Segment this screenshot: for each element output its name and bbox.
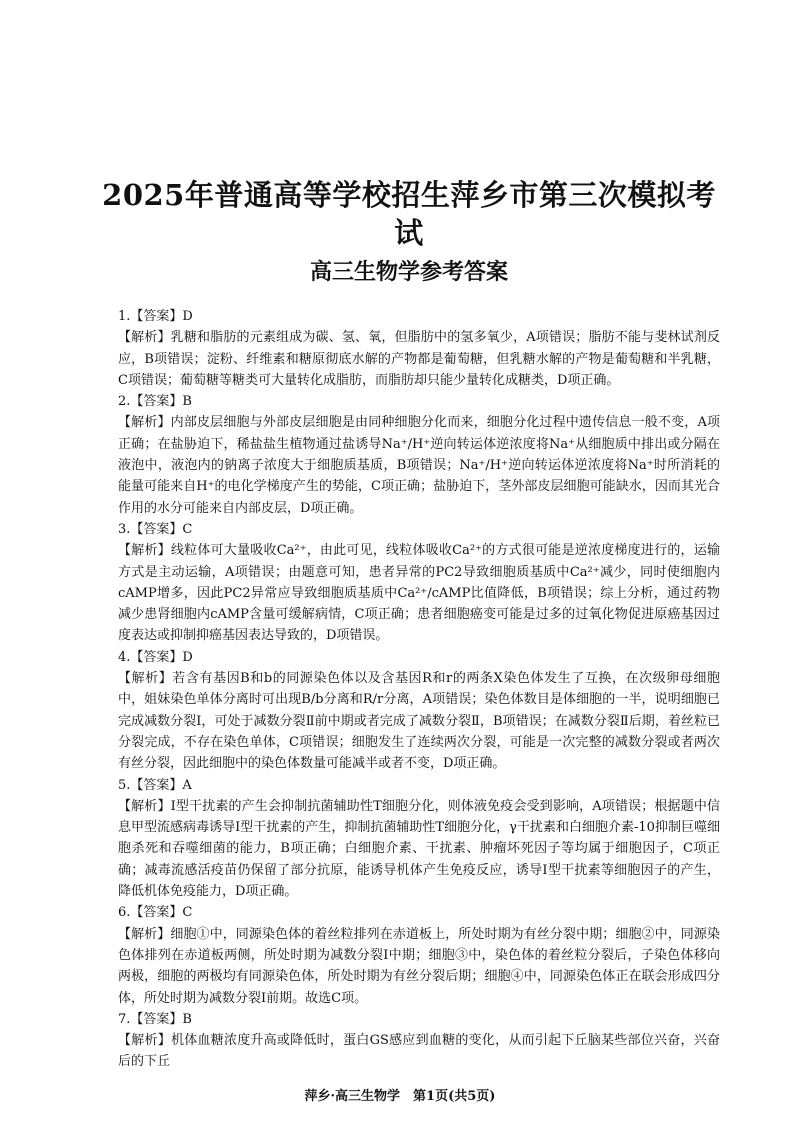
question-item-3 [118,519,720,647]
question-item-1 [118,306,720,391]
analysis-text: 【解析】内部皮层细胞与外部皮层细胞是由同种细胞分化而来，细胞分化过程中遗传信息一般不变，A项正确；在盐胁迫下，稀盐盐生植物通过盐诱导Na⁺/H⁺逆向转运体逆浓度将Na⁺从细胞质中排出或分隔在液泡中，液泡内的钠离子浓度大于细胞质基质，B项错误；Na⁺/H⁺逆向转运体逆浓度将Na⁺时所消耗的能量可能来自H⁺的电化学梯度产生的势能，C项正确；盐胁迫下，茎外部皮层细胞可能缺水，因而其光合作用的水分可能来自内部皮层，D项正确。 [118,415,720,516]
answer-line: 3.【答案】C [118,521,193,537]
answer-line: 2.【答案】B [118,394,192,410]
analysis-text: 【解析】细胞①中，同源染色体的着丝粒排列在赤道板上，所处时期为有丝分裂中期；细胞②中，同源染色体排列在赤道板两侧，所处时期为减数分裂Ⅰ中期；细胞③中，染色体的着丝粒分裂后，子染色体移向两极，细胞的两极均有同源染色体，所处时期为有丝分裂后期；细胞④中，同源染色体正在联会形成四分体，所处时期为减数分裂Ⅰ前期。故选C项。 [118,926,720,1006]
answer-line: 4.【答案】D [118,649,193,665]
page-footer: 萍乡·高三生物学 第1页(共5页) [304,1089,496,1104]
answer-line: 5.【答案】A [118,777,192,793]
analysis-text: 【解析】Ⅰ型干扰素的产生会抑制抗菌辅助性T细胞分化，则体液免疫会受到影响，A项错误；根据题中信息甲型流感病毒诱导Ⅰ型干扰素的产生，抑制抗菌辅助性T细胞分化，γ干扰素和白细胞介素-10抑制巨噬细胞杀死和吞噬细菌的能力，B项正确；白细胞介素、干扰素、肿瘤坏死因子等均属于细胞因子，C项正确；减毒流感活疫苗仍保留了部分抗原，能诱导机体产生免疫反应，诱导Ⅰ型干扰素等细胞因子的产生，降低机体免疫能力，D项正确。 [118,798,720,900]
answer-line: 6.【答案】C [118,905,193,921]
analysis-text: 【解析】机体血糖浓度升高或降低时，蛋白GS感应到血糖的变化，从而引起下丘脑某些部位兴奋，兴奋后的下丘 [118,1033,720,1070]
answer-line: 7.【答案】B [118,1011,192,1027]
exam-title: 2025年普通高等学校招生萍乡市第三次模拟考试 [102,178,716,250]
analysis-text: 【解析】乳糖和脂肪的元素组成为碳、氢、氧，但脂肪中的氢多氧少，A项错误；脂肪不能与斐林试剂反应，B项错误；淀粉、纤维素和糖原彻底水解的产物都是葡萄糖，但乳糖水解的产物是葡萄糖和半乳糖，C项错误；葡萄糖等糖类可大量转化成脂肪，而脂肪却只能少量转化成糖类，D项正确。 [118,330,720,388]
analysis-text: 【解析】若含有基因B和b的同源染色体以及含基因R和r的两条X染色体发生了互换，在次级卵母细胞中，姐妹染色单体分离时可出现B/b分离和R/r分离，A项错误；染色体数目是体细胞的一半，说明细胞已完成减数分裂Ⅰ，可处于减数分裂Ⅱ前中期或者完成了减数分裂Ⅱ，B项错误；在减数分裂Ⅱ后期，着丝粒已分裂完成，不存在染色单体，C项错误；细胞发生了连续两次分裂，可能是一次完整的减数分裂或者两次有丝分裂，因此细胞中的染色体数量可能减半或者不变，D项正确。 [118,671,720,772]
question-item-5 [118,775,720,903]
question-item-2 [118,391,720,519]
answer-line: 1.【答案】D [118,309,193,324]
question-item-6 [118,902,720,1008]
question-item-4 [118,647,720,775]
analysis-text: 【解析】线粒体可大量吸收Ca²⁺，由此可见，线粒体吸收Ca²⁺的方式很可能是逆浓度梯度进行的，运输方式是主动运输，A项错误；由题意可知，患者异常的PC2导致细胞质基质中Ca²⁺减少，同时使细胞内cAMP增多，因此PC2异常应导致细胞质基质中Ca²⁺/cAMP比值降低，B项错误；综上分析，通过药物减少患肾细胞内cAMP含量可缓解病情，C项正确；患者细胞癌变可能是过多的过氧化物促进原癌基因过度表达或抑制抑癌基因表达导致的，D项错误。 [118,543,720,644]
question-item-7 [118,1009,720,1073]
answer-key-subtitle: 高三生物学参考答案 [309,260,508,285]
